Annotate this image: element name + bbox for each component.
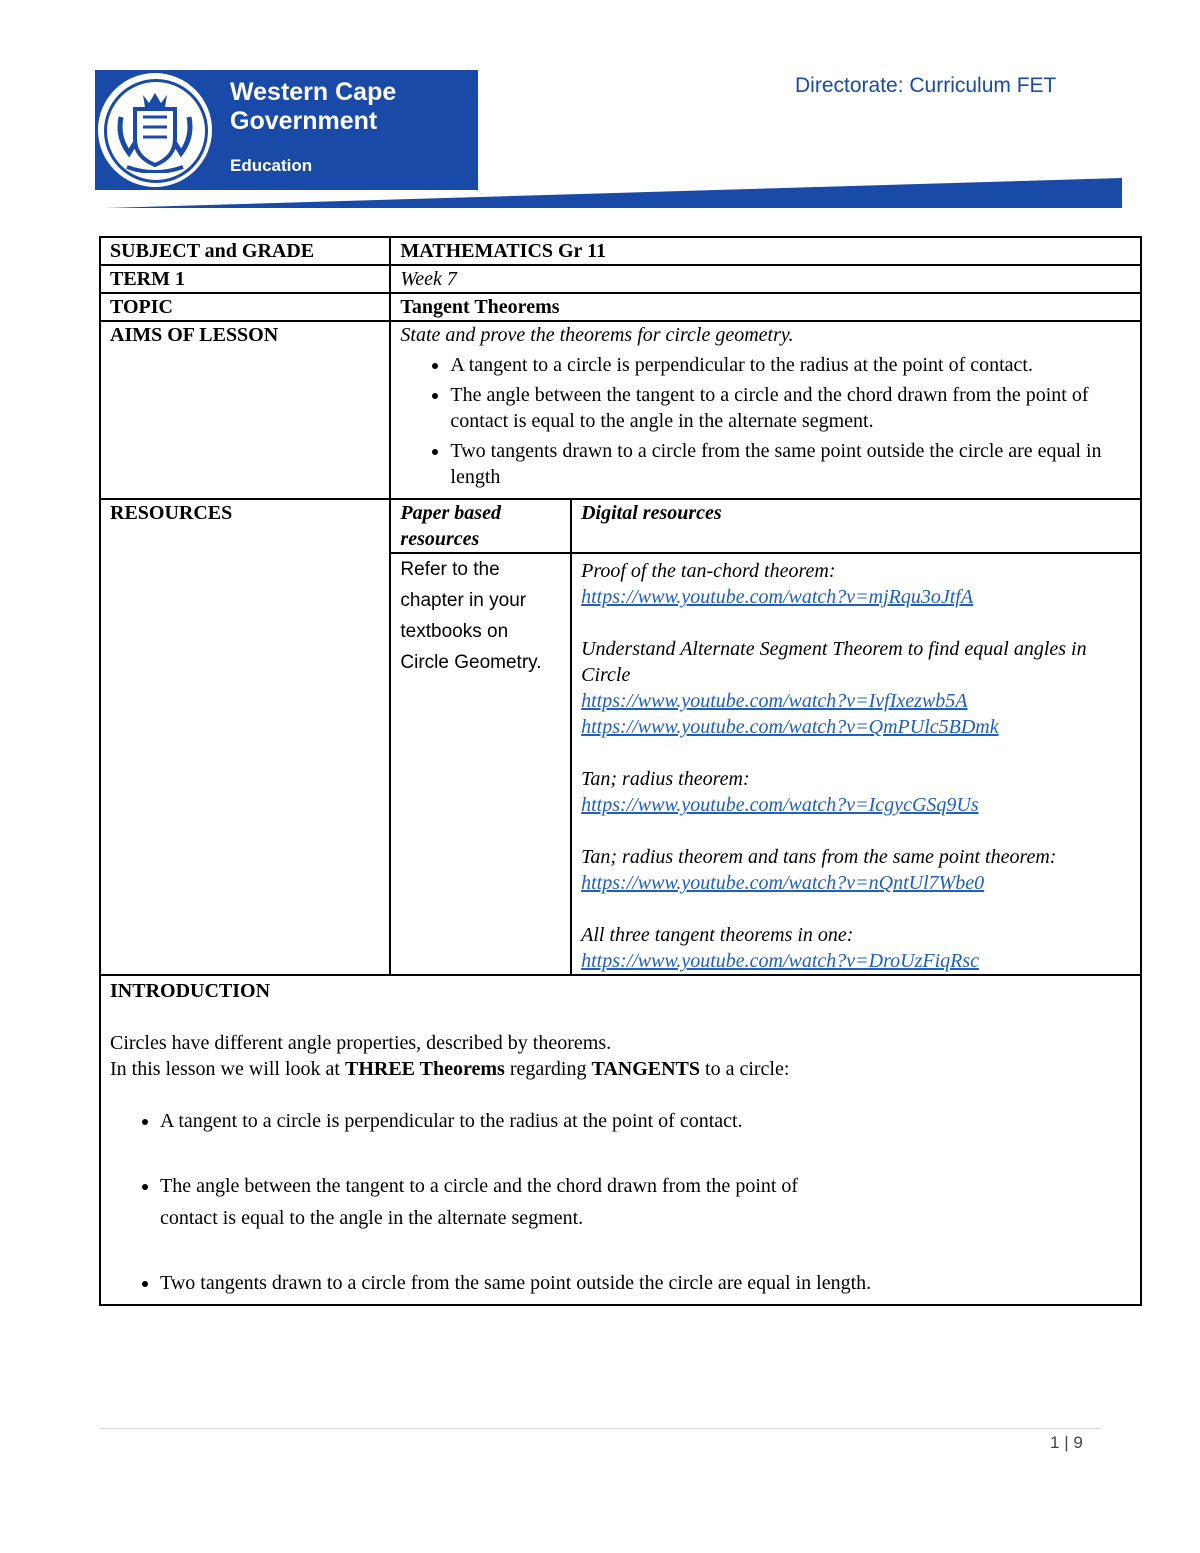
- aims-row: [100, 321, 1141, 499]
- youtube-link[interactable]: https://www.youtube.com/watch?v=IvfIxezwb5A: [581, 690, 968, 712]
- aims-list: [400, 352, 1131, 490]
- directorate-label: Directorate: Curriculum FET: [795, 74, 1057, 97]
- term-value: Week 7: [390, 265, 1141, 293]
- youtube-link[interactable]: https://www.youtube.com/watch?v=mjRqu3oJtfA: [581, 586, 974, 608]
- aims-label: AIMS OF LESSON: [100, 321, 390, 499]
- intro-line: Circles have different angle properties, described by theorems.: [110, 1032, 612, 1054]
- paper-resources-header: Paper based resources: [390, 499, 571, 553]
- digital-resources-list: [571, 553, 1141, 975]
- logo-title: Western Cape Government: [230, 78, 397, 135]
- intro-theorem-item: • The angle between the tangent to a circle and the chord drawn from the point of contact is equal to the angle in the alternate segment.: [160, 1170, 1131, 1234]
- intro-theorem-item: • A tangent to a circle is perpendicular to the radius at the point of contact.: [160, 1108, 1131, 1134]
- resources-label: RESOURCES: [100, 499, 390, 975]
- aim-item: • Two tangents drawn to a circle from the same point outside the circle are equal in length: [450, 438, 1131, 490]
- page-number: 1 | 9: [1050, 1433, 1083, 1452]
- logo-subtitle: Education: [230, 156, 313, 175]
- intro-theorem-list: [110, 1108, 1131, 1134]
- resource-title: Understand Alternate Segment Theorem to find equal angles in Circle: [581, 638, 1087, 686]
- subject-value: MATHEMATICS Gr 11: [390, 237, 1141, 265]
- digital-resources-header: Digital resources: [571, 499, 1141, 553]
- term-row: [100, 265, 1141, 293]
- intro-theorem-list: [110, 1170, 1131, 1234]
- subject-row: [100, 237, 1141, 265]
- aim-item: • The angle between the tangent to a circle and the chord drawn from the point of contact is equal to the angle in the alternate segment.: [450, 382, 1131, 434]
- topic-value: Tangent Theorems: [390, 293, 1141, 321]
- intro-theorem-item: • Two tangents drawn to a circle from the same point outside the circle are equal in length.: [160, 1270, 1131, 1296]
- youtube-link[interactable]: https://www.youtube.com/watch?v=nQntUl7Wbe0: [581, 872, 985, 894]
- introduction-row: [100, 975, 1141, 1305]
- aim-item-continuation: contact is equal to the angle in the alternate segment.: [450, 410, 874, 432]
- coat-of-arms-icon: [98, 73, 212, 187]
- resource-title: Tan; radius theorem and tans from the same point theorem:: [581, 846, 1057, 868]
- intro-line: In this lesson we will look at THREE Theorems regarding TANGENTS to a circle:: [110, 1058, 790, 1080]
- intro-theorem-list: [110, 1270, 1131, 1296]
- resource-title: Proof of the tan-chord theorem:: [581, 560, 836, 582]
- youtube-link[interactable]: https://www.youtube.com/watch?v=IcgycGSq9Us: [581, 794, 979, 816]
- paper-resources-text: Refer to the chapter in your textbooks on Circle Geometry.: [390, 553, 571, 975]
- wcg-logo: [95, 70, 478, 190]
- header-stripe: [105, 178, 1125, 212]
- youtube-link[interactable]: https://www.youtube.com/watch?v=DroUzFiqRsc: [581, 950, 980, 972]
- lesson-table: [99, 236, 1142, 1306]
- introduction-heading: INTRODUCTION: [110, 980, 271, 1002]
- term-label: TERM 1: [100, 265, 390, 293]
- aims-intro: State and prove the theorems for circle geometry.: [400, 324, 794, 346]
- footer-divider: [99, 1428, 1102, 1429]
- resources-header-row: [100, 499, 1141, 553]
- youtube-link[interactable]: https://www.youtube.com/watch?v=QmPUlc5BDmk: [581, 716, 999, 738]
- aim-item: • A tangent to a circle is perpendicular to the radius at the point of contact.: [450, 352, 1131, 378]
- topic-row: [100, 293, 1141, 321]
- resource-title: All three tangent theorems in one:: [581, 924, 854, 946]
- subject-label: SUBJECT and GRADE: [100, 237, 390, 265]
- resource-title: Tan; radius theorem:: [581, 768, 750, 790]
- topic-label: TOPIC: [100, 293, 390, 321]
